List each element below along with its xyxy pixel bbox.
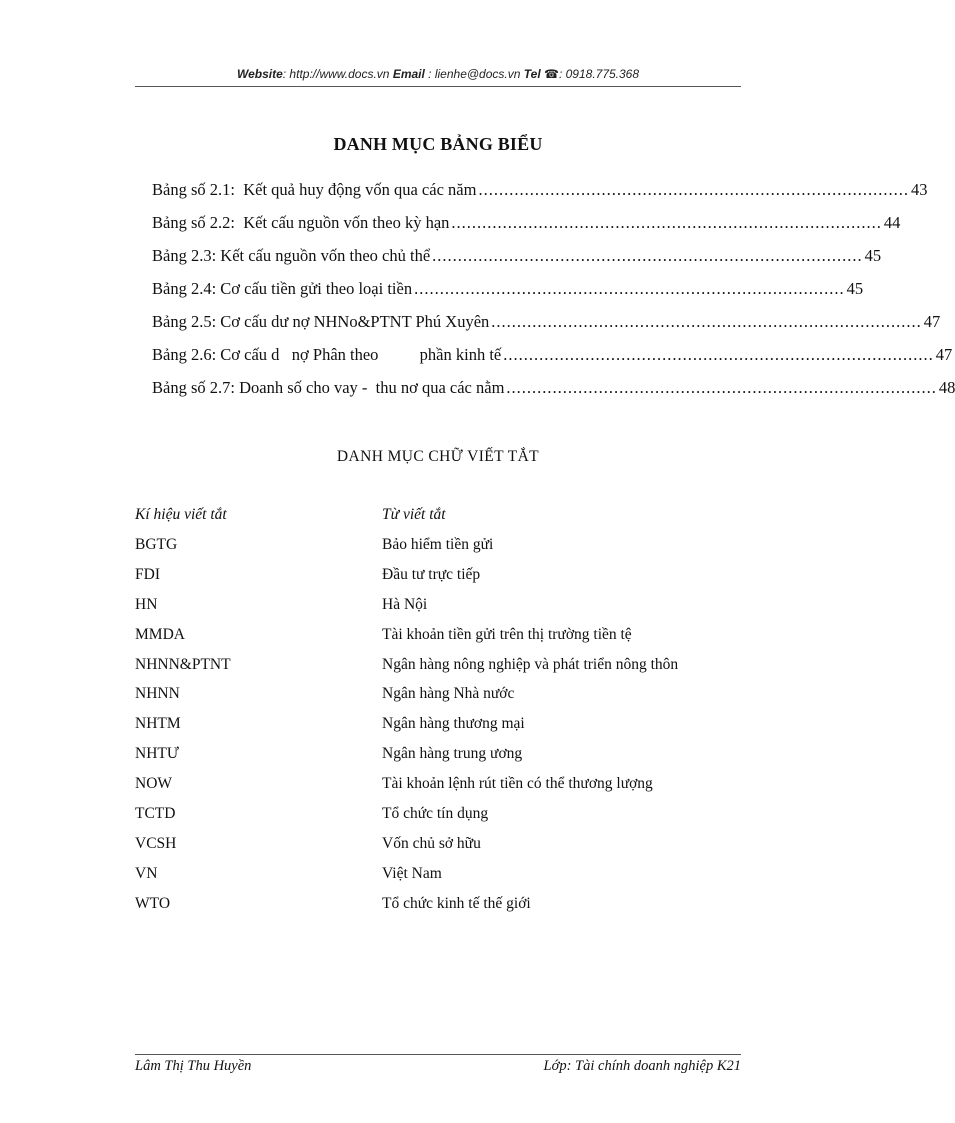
- abbr-row: [135, 775, 741, 805]
- abbr-row: [135, 596, 741, 626]
- abbr-row: [135, 685, 741, 715]
- toc-entry-label: Bảng số 2.2: Kết cấu nguồn vốn theo kỳ hạn: [152, 213, 450, 232]
- toc-entry-label: Bảng 2.4: Cơ cấu tiền gửi theo loại tiền: [152, 279, 413, 298]
- abbr-code: VN: [135, 864, 158, 882]
- website-label: Website: [236, 67, 283, 81]
- abbreviations-title: DANH MỤC CHỮ VIẾT TẮT: [336, 448, 540, 465]
- abbr-code-header: Kí hiệu viết tắt: [135, 506, 227, 523]
- abbreviations-list: [135, 536, 741, 925]
- abbr-row: [135, 715, 741, 745]
- toc-entry-label: Bảng số 2.1: Kết quả huy động vốn qua các năm: [152, 180, 477, 199]
- toc-leader-dots: ....................................................................................: [478, 180, 909, 199]
- tables-list: [152, 180, 955, 411]
- abbr-code: NHTM: [135, 715, 181, 733]
- abbr-row: [135, 566, 741, 596]
- toc-page-number: 47: [935, 345, 953, 364]
- toc-page-number: 43: [910, 180, 928, 199]
- toc-page-number: 48: [938, 378, 955, 397]
- abbr-desc: Đầu tư trực tiếp: [382, 565, 481, 583]
- footer-class: Lớp: Tài chính doanh nghiệp K21: [543, 1058, 741, 1074]
- toc-entry: [152, 180, 928, 213]
- abbr-code: VCSH: [135, 834, 177, 852]
- abbr-code: FDI: [135, 565, 160, 583]
- toc-page-number: 44: [883, 213, 901, 232]
- abbr-row: [135, 745, 741, 775]
- toc-leader-dots: ....................................................................................: [506, 378, 937, 397]
- abbr-row: [135, 626, 741, 656]
- toc-leader-dots: ....................................................................................: [414, 279, 845, 298]
- footer-divider: [135, 1054, 741, 1055]
- email-label: Email: [392, 67, 425, 81]
- toc-leader-dots: ....................................................................................: [451, 213, 882, 232]
- abbr-desc: Ngân hàng Nhà nước: [382, 685, 515, 703]
- website-value: : http://www.docs.vn: [282, 67, 390, 81]
- toc-entry: [152, 345, 953, 378]
- abbr-code: HN: [135, 595, 158, 613]
- toc-leader-dots: ....................................................................................: [491, 312, 922, 331]
- abbr-desc: Ngân hàng nông nghiệp và phát triển nông thôn: [382, 655, 679, 673]
- abbr-row: [135, 656, 741, 686]
- toc-entry-label: Bảng 2.6: Cơ cấu d nợ Phân theo phần kinh tế: [152, 345, 502, 364]
- abbr-code: BGTG: [135, 536, 178, 553]
- toc-entry-label: Bảng số 2.7: Doanh số cho vay - thu nơ qua các nằm: [152, 378, 505, 397]
- abbreviations-header: [135, 506, 741, 524]
- abbr-desc-header: Từ viết tắt: [382, 506, 446, 523]
- abbr-code: WTO: [135, 894, 171, 912]
- toc-leader-dots: ....................................................................................: [503, 345, 934, 364]
- toc-entry: [152, 378, 955, 411]
- tel-value: : 0918.775.368: [558, 67, 640, 81]
- abbr-code: MMDA: [135, 625, 185, 643]
- toc-entry: [152, 312, 941, 345]
- toc-page-number: 45: [864, 246, 882, 265]
- tel-label: Tel ☎: [523, 67, 559, 81]
- abbr-row: [135, 895, 741, 925]
- abbr-row: [135, 835, 741, 865]
- abbr-row: [135, 805, 741, 835]
- toc-leader-dots: ....................................................................................: [432, 246, 863, 265]
- abbr-desc: Tổ chức kinh tế thế giới: [382, 894, 531, 912]
- toc-entry: [152, 279, 864, 312]
- toc-page-number: 47: [923, 312, 941, 331]
- abbr-desc: Ngân hàng trung ương: [382, 745, 523, 763]
- toc-entry: [152, 213, 901, 246]
- abbr-desc: Ngân hàng thương mại: [382, 715, 525, 733]
- abbr-code: NHNN: [135, 685, 180, 703]
- abbr-desc: Hà Nội: [382, 595, 428, 613]
- abbr-code: NHTƯ: [135, 745, 179, 763]
- abbr-desc: Tài khoản lệnh rút tiền có thể thương lượng: [382, 775, 653, 793]
- abbr-desc: Bảo hiểm tiền gửi: [382, 536, 494, 553]
- page-header: [135, 67, 741, 81]
- tables-list-title: DANH MỤC BẢNG BIỂU: [333, 134, 543, 154]
- footer-author: Lâm Thị Thu Huyền: [135, 1058, 252, 1074]
- abbr-desc: Tổ chức tín dụng: [382, 805, 489, 823]
- toc-entry-label: Bảng 2.5: Cơ cấu dư nợ NHNo&PTNT Phú Xuyên: [152, 312, 490, 331]
- abbr-code: TCTD: [135, 805, 176, 823]
- abbr-desc: Vốn chủ sở hữu: [382, 834, 481, 852]
- toc-page-number: 45: [846, 279, 864, 298]
- toc-entry-label: Bảng 2.3: Kết cấu nguồn vốn theo chủ thể: [152, 246, 431, 265]
- page-footer: [135, 1058, 741, 1075]
- abbr-desc: Việt Nam: [382, 864, 442, 882]
- header-divider: [135, 86, 741, 87]
- toc-entry: [152, 246, 882, 279]
- abbr-row: [135, 865, 741, 895]
- abbr-code: NHNN&PTNT: [135, 655, 231, 673]
- abbr-row: [135, 536, 741, 566]
- email-value: : lienhe@docs.vn: [424, 67, 521, 81]
- abbr-desc: Tài khoản tiền gửi trên thị trường tiền tệ: [382, 625, 632, 643]
- abbr-code: NOW: [135, 775, 173, 793]
